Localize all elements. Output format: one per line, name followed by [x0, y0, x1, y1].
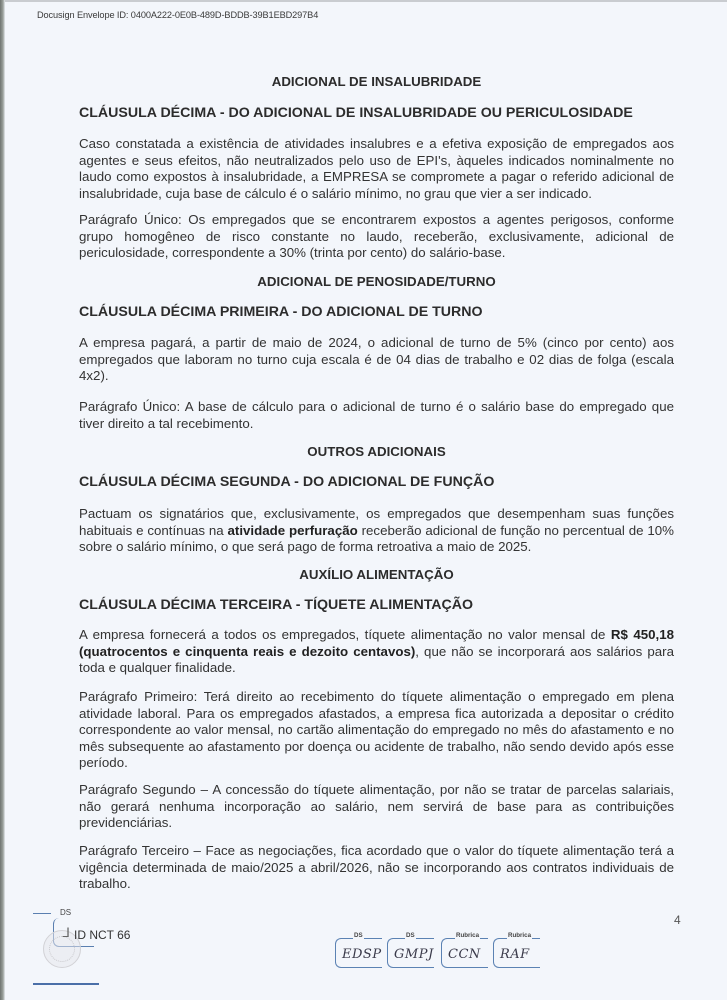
clause-decima-primeira-paragraph: A empresa pagará, a partir de maio de 2024, o adicional de turno de 5% (cinco por cento) aos empregados que laboram no turno cuja escala é de 04 dias de trabalho e 02 dias de folga (escala 4x2).: [79, 335, 674, 383]
initials-signature: EDSP: [342, 947, 382, 962]
scan-top-edge: [5, 0, 727, 2]
initials-box-gmpj: [387, 934, 435, 968]
section-title-outros-adicionais: OUTROS ADICIONAIS: [307, 444, 446, 459]
rubrica-label: Rubrica: [456, 932, 480, 939]
clause-decima-paragraph: Caso constatada a existência de atividades insalubres e a efetiva exposição de empregados aos agentes e seus efeitos, não neutralizados pelo uso de EPI's, àqueles indicados nominalmente no laudo como expostos à insalubridade, a EMPRESA se compromete a pagar o referido adicional de insalubridade, cuja base de cálculo é o salário mínimo, no grau que vier a ser indicado.: [79, 136, 674, 201]
initials-label: DS: [354, 932, 363, 939]
envelope-id: Docusign Envelope ID: 0400A222-0E0B-489D-BDDB-39B1EBD297B4: [37, 10, 319, 20]
rubrica-box-ccn: [441, 934, 489, 968]
ds-stamp-label: DS: [60, 908, 72, 917]
clause-decima-primeira-paragrafo-unico: Parágrafo Único: A base de cálculo para o adicional de turno é o salário base do empregado que tiver direito a tal recebimento.: [79, 399, 674, 431]
rubrica-signature: CCN: [448, 947, 481, 962]
scan-left-edge: [0, 0, 5, 1000]
p6-text-before: A empresa fornecerá a todos os empregados, tíquete alimentação no valor mensal de: [79, 627, 611, 642]
clause-decima-paragrafo-unico: Parágrafo Único: Os empregados que se encontrarem expostos a agentes perigosos, conforme grupo homogêneo de risco constante no laudo, receberão, exclusivamente, adicional de periculosidade, correspondente a 30% (trinta por cento) do salário-base.: [79, 212, 674, 260]
clause-title-decima-segunda: CLÁUSULA DÉCIMA SEGUNDA - DO ADICIONAL DE FUNÇÃO: [79, 474, 495, 490]
p6-text-after: , que não se incorporará aos salários para toda e qualquer finalidade.: [79, 643, 674, 675]
p5-bold-text: atividade perfuração: [227, 522, 358, 538]
nct-id-label: ID NCT 66: [74, 928, 131, 942]
rubrica-signature: RAF: [500, 947, 530, 962]
p5-text-after: receberão adicional de função no percentual de 10% sobre o salário mínimo, o que será pago de forma retroativa a maio de 2025.: [79, 522, 674, 554]
rubrica-box-raf: [493, 934, 541, 968]
ds-stamp-line: [33, 913, 51, 914]
p6-bold-amount: R$ 450,18 (quatrocentos e cinquenta reais e dezoito centavos): [79, 627, 674, 659]
paragrafo-primeiro: Parágrafo Primeiro: Terá direito ao recebimento do tíquete alimentação o empregado em plena atividade laboral. Para os empregados afastados, a empresa fica autorizada a depositar o crédito correspondente ao valor mensal, no cartão alimentação do empregado no mês do afastamento e no mês subsequente ao afastamento por doença ou acidente de trabalho, não sendo devido após esse período.: [79, 689, 674, 770]
clause-decima-terceira-paragraph: [79, 627, 674, 677]
clause-decima-segunda-paragraph: [79, 506, 674, 556]
p5-text-before: Pactuam os signatários que, exclusivamente, os empregados que desempenham suas funções habituais e contínuas na: [79, 506, 674, 538]
rubrica-label: Rubrica: [508, 932, 532, 939]
clause-title-decima-primeira: CLÁUSULA DÉCIMA PRIMEIRA - DO ADICIONAL DE TURNO: [79, 304, 483, 320]
initials-signature: GMPJ: [394, 947, 434, 962]
page-number: 4: [674, 913, 681, 927]
initials-box-edsp: [335, 934, 383, 968]
clause-title-decima-terceira: CLÁUSULA DÉCIMA TERCEIRA - TÍQUETE ALIMENTAÇÃO: [79, 597, 474, 613]
signature-line: [33, 983, 99, 985]
section-title-insalubridade: ADICIONAL DE INSALUBRIDADE: [271, 74, 482, 89]
section-title-penosidade-turno: ADICIONAL DE PENOSIDADE/TURNO: [257, 274, 496, 289]
initials-label: DS: [406, 932, 415, 939]
section-title-auxilio-alimentacao: AUXÍLIO ALIMENTAÇÃO: [299, 567, 454, 582]
paragrafo-segundo: Parágrafo Segundo – A concessão do tíquete alimentação, por não se tratar de parcelas salariais, não gerará nenhuma incorporação ao salário, nem servirá de base para as contribuições previdenciárias.: [79, 782, 674, 830]
signature-mark-icon: ᒧ: [62, 926, 70, 941]
paragrafo-terceiro: Parágrafo Terceiro – Face as negociações, fica acordado que o valor do tíquete alimentação terá a vigência determinada de maio/2025 a abril/2026, não se incorporando aos contratos individuais de trabalho.: [79, 843, 674, 891]
clause-title-decima: CLÁUSULA DÉCIMA - DO ADICIONAL DE INSALUBRIDADE OU PERICULOSIDADE: [79, 105, 633, 121]
